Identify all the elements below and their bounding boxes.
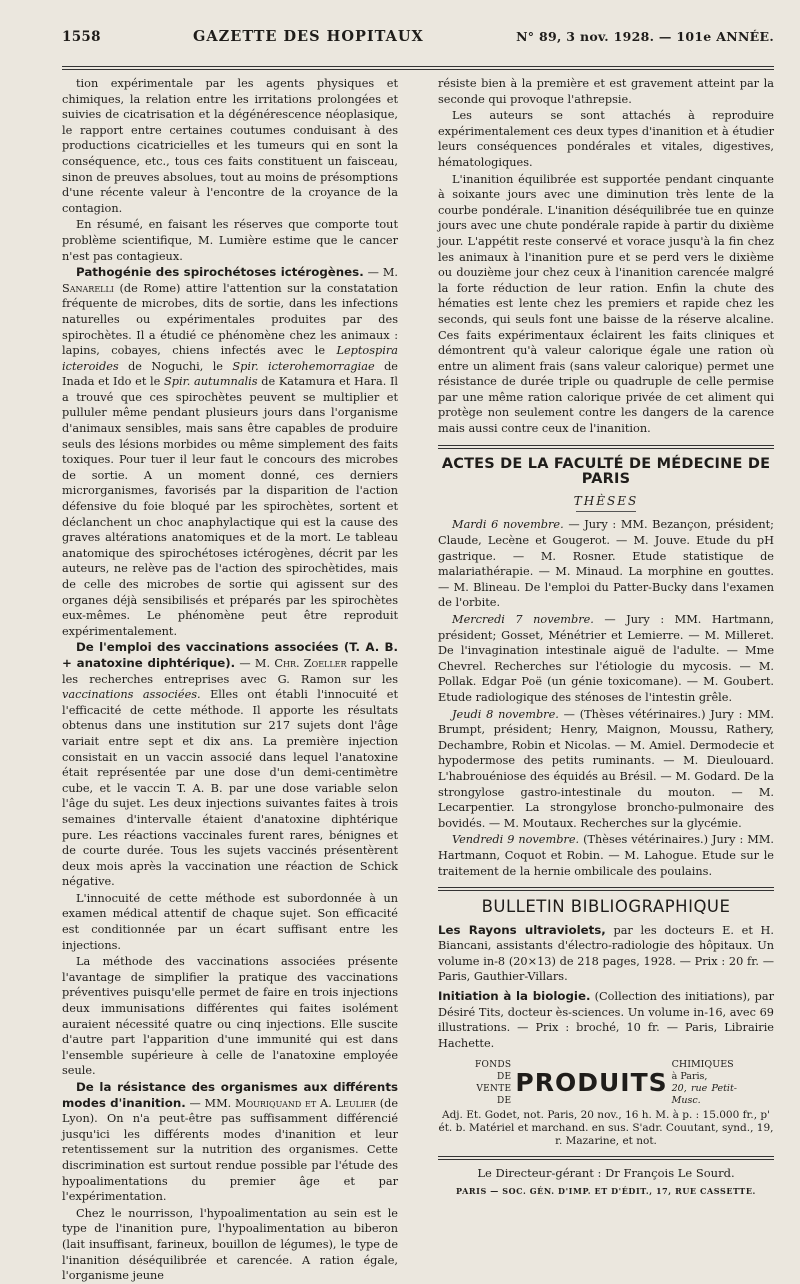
paragraph: Les auteurs se sont attachés à reproduire expérimentalement ces deux types d'inanition et à étudier leurs conséquences pondérales et vitales, digestives, hématologiques.: [438, 109, 774, 169]
thesis-text: — (Thèses vétérinaires.) Jury : MM. Brumpt, président; Henry, Maignon, Moussu, Rathery, Dechambre, Robin et Nicolas. — M. Amiel. Dermodecie et hypodermose des petits ruminants. — M. Dieulouard. L'habrouéniose des équidés au Brésil. — M. Godard. De la strongylose gastro-intestinale du mouton. — M. Lecarpentier. La strongylose broncho-pulmonaire des bovidés. — M. Moutaux. Recherches sur la glycémie.: [438, 707, 774, 830]
theses-rule: [576, 511, 636, 512]
actes-heading: ACTES DE LA FACULTÉ DE MÉDECINE DE PARIS: [441, 455, 771, 488]
thesis-entry: [438, 612, 774, 706]
two-columns: [62, 76, 774, 1284]
running-header: [62, 28, 774, 48]
book-title: Initiation à la biologie.: [438, 989, 591, 1004]
book-title: Les Rayons ultraviolets,: [438, 922, 606, 937]
thesis-text: — Jury : MM. Hartmann, président; Gosset, Ménétrier et Lemierre. — M. Milleret. De l'invagination intestinale aiguë de l'adulte. — Mme Chevrel. Recherches sur l'étiologie du mycosis. — M. Pollak. Edgar Poë (un génie toxicomane). — M. Goubert. Etude radiologique des sténoses de l'intestin grêle.: [438, 613, 774, 704]
section-author: — MM. Mouriquand et A. Leulier: [189, 1096, 376, 1110]
thesis-text: — Jury : MM. Bezançon, président; Claude, Lecène et Gougerot. — M. Jouve. Etude du pH gastrique. — M. Rosner. Etude statistique de malariathérapie. — M. Minaud. La morphine en gouttes. — M. Blineau. De l'emploi du Patter-Bucky dans l'examen de l'orbite.: [438, 518, 774, 610]
director-line: Le Directeur-gérant : Dr François Le Sourd.: [477, 1166, 735, 1181]
ad-details: Adj. Et. Godet, not. Paris, 20 nov., 16 h. M. à p. : 15.000 fr., p' ét. b. Matériel et marchand. en sus. S'adr. Couutant, synd., 19, r. Mazarine, et not.: [438, 1109, 774, 1148]
section-spirochetoses: [62, 265, 398, 639]
ad-label: VENTE DE: [476, 1084, 512, 1107]
left-column: [62, 76, 398, 1284]
section-text: Elles ont établi l'innocuité et l'efficacité de cette méthode. Il apporte les résultats obtenus dans une institution sur 217 sujets dont l'âge variait entre sept et dix ans. La première injection consistait en un vaccin associé dans lequel l'anatoxine était représentée par une dose d'un demi-centimètre cube, et le vaccin T. A. B. par une dose variable selon l'âge du sujet. Les deux injections suivantes faites à trois semaines d'intervalle étaient d'anatoxine diphtérique pure. Les réactions vaccinales furent rares, bénignes et de courte durée. Tous les sujets vaccinés présentèrent deux mois après la vaccination une réaction de Schick négative.: [62, 688, 398, 889]
ad-left: [475, 1059, 511, 1107]
theses-heading: THÈSES: [573, 493, 639, 508]
thesis-date: Mardi 6 novembre.: [452, 518, 564, 532]
paragraph: En résumé, en faisant les réserves que comporte tout problème scientifique, M. Lumière estime que le cancer n'est pas contagieux.: [62, 218, 398, 263]
thesis-entry: [438, 832, 774, 879]
journal-title: GAZETTE DES HOPITAUX: [193, 28, 424, 45]
issue-info: N° 89, 3 nov. 1928. — 101e ANNÉE.: [516, 29, 774, 44]
species-name: Leptospira icteroides: [62, 344, 398, 373]
book-text: (Collection des initiations), par Désiré Tits, docteur ès-sciences. Un volume in-16, avec 69 illustrations. — Prix : broché, 10 fr. — Paris, Librairie Hachette.: [438, 990, 774, 1050]
printer-imprint: PARIS — SOC. GÉN. D'IMP. ET D'ÉDIT., 17, RUE CASSETTE.: [456, 1186, 756, 1197]
footer-rule: [438, 1156, 774, 1160]
paragraph: tion expérimentale par les agents physiques et chimiques, la relation entre les irritations prolongées et suivies de cicatrisation et la dégénérescence néoplasique, le rapport entre certaines coutumes conduisant à des productions cicatricielles et les tumeurs qui en sont la conséquence, etc., tous ces faits constituent un faisceau, sinon de preuves absolues, tout au moins de présomptions d'une récente valeur à l'encontre de la croyance de la contagion.: [62, 77, 398, 215]
italic-term: vaccinations associées.: [62, 688, 201, 702]
section-author: — M. Sanarelli: [62, 266, 399, 295]
section-inanition: [62, 1080, 398, 1205]
section-title: De la résistance des organismes aux différents modes d'inanition.: [62, 1080, 398, 1110]
paragraph: résiste bien à la première et est gravement atteint par la seconde qui provoque l'athrepsie.: [438, 77, 774, 106]
thesis-date: Vendredi 9 novembre.: [452, 833, 580, 847]
paragraph: La méthode des vaccinations associées présente l'avantage de simplifier la pratique des vaccinations préventives puisqu'elle permet de faire en trois injections deux immunisations différentes qui faites isolément auraient nécessité quatre ou cinq injections. Elle suscite d'autre part l'apparition d'une immunité qui est dans l'ensemble supérieure à celle de l'anatoxine employée seule.: [62, 955, 398, 1078]
section-text: de Noguchi, le: [128, 359, 223, 373]
ad-address: 20, rue Petit-Musc.: [671, 1083, 737, 1107]
section-text: rappelle les recherches entreprises avec G. Ramon sur les: [62, 656, 399, 686]
section-text: (de Rome) attire l'attention sur la constatation fréquente de microbes, dits de sortie, dans les infections naturelles ou expérimentales produites par des spirochètes. Il a étudié ce phénomène chez les animaux : lapins, cobayes, chiens infectés avec le: [62, 281, 398, 358]
thesis-date: Jeudi 8 novembre.: [452, 707, 559, 721]
section-rule: [438, 445, 774, 449]
section-title: De l'emploi des vaccinations associées (T. A. B. + anatoxine diphtérique).: [62, 640, 398, 670]
biblio-heading: BULLETIN BIBLIOGRAPHIQUE: [481, 897, 731, 917]
paragraph: Chez le nourrisson, l'hypoalimentation au sein est le type de l'inanition pure, l'hypoalimentation au biberon (lait insuffisant, farineux, bouillon de légumes), le type de l'inanition déséquilibrée et carencée. A ration égale, l'organisme jeune: [62, 1206, 398, 1283]
thesis-entry: [438, 517, 774, 611]
section-text: de Inada et Ido et le: [62, 359, 398, 389]
ad-label: FONDS DE: [475, 1060, 512, 1083]
ad-right: [672, 1059, 737, 1107]
paragraph: L'innocuité de cette méthode est subordonnée à un examen médical attentif de chaque sujet. Son efficacité est conditionnée par un écart suffisant entre les injections.: [62, 891, 398, 952]
book-entry: [438, 989, 774, 1051]
paragraph: L'inanition équilibrée est supportée pendant cinquante à soixante jours avec une diminution très lente de la courbe pondérale. L'inanition déséquilibrée tue en quinze jours avec une chute pondérale rapide à partir du dixième jour. L'appétit reste conservé et vorace jusqu'à la fin chez les animaux à l'inanition pure et se perd vers le dixième ou douzième jour chez ceux à l'inanition carencée malgré la forte réduction de leur ration. Enfin la chute des hématies est lente chez les premiers et rapide chez les seconds, qui seuls font une baisse de la réserve alcaline. Ces faits expérimentaux éclairent les faits cliniques et démontrent qu'à valeur calorique égale une ration où entre un aliment frais (sans valeur calorique) permet une résistance de durée triple ou quadruple de celle permise par une même ration calorique privée de cet aliment qui protège non seulement contre les dangers de la carence mais aussi contre ceux de l'inanition.: [438, 172, 774, 436]
right-column: [438, 76, 774, 1284]
book-entry: [438, 923, 774, 985]
section-title: Pathogénie des spirochétoses ictérogènes.: [76, 265, 364, 280]
section-text: de Katamura et Hara. Il a trouvé que ces spirochètes peuvent se multiplier et pulluler même pendant plusieurs jours dans l'organisme d'animaux sensibles, mais sans être capables de produire seuls des lésions morbides ou même simplement des faits toxiques. Pour tuer il leur faut le concours des microbes de sortie. A un moment donné, ces derniers microrganismes, favorisés par la disparition de l'action défensive du foie bloqué par les spirochètes, sortent et déclanchent un choc anaphylactique qui est la cause des graves altérations anatomiques et de la mort. Le tableau anatomique des spirochétoses ictérogènes, décrit par les auteurs, ne relève pas de l'action des spirochètides, mais de celle des microbes de sortie qui agissent sur des organes déjà sensibilisés et préparés par les spirochètes eux-mêmes. Le phénomène peut être reproduit expérimentalement.: [62, 375, 399, 638]
section-text: (de Lyon). On n'a peut-être pas suffisamment différencié jusqu'ici les différents modes d'inanition et leur retentissement sur la nutrition des organismes. Cette discrimination est surtout rendue possible par l'étude des hypoalimentations du premier âge et par l'expérimentation.: [62, 1096, 399, 1204]
species-name: Spir. icterohemorragiae: [232, 359, 375, 373]
ad-headline: PRODUITS: [515, 1068, 668, 1098]
header-rule: [62, 66, 774, 70]
section-author: — M. Chr. Zoeller: [239, 656, 347, 670]
page-number: 1558: [62, 29, 101, 45]
section-rule: [438, 887, 774, 891]
thesis-date: Mercredi 7 novembre.: [452, 613, 594, 626]
thesis-entry: [438, 707, 774, 832]
thesis-text: (Thèses vétérinaires.) Jury : MM. Hartmann, Coquot et Robin. — M. Lahogue. Etude sur le traitement de la hernie ombilicale des poulains.: [438, 833, 774, 878]
species-name: Spir. autumnalis: [164, 375, 258, 389]
section-vaccinations: [62, 640, 398, 890]
sale-advertisement: [475, 1059, 737, 1107]
ad-label: CHIMIQUES à Paris,: [671, 1059, 734, 1083]
book-text: par les docteurs E. et H. Biancani, assistants d'électro-radiologie des hôpitaux. Un volume in-8 (20×13) de 218 pages, 1928. — Prix : 20 fr. — Paris, Gauthier-Villars.: [438, 923, 774, 984]
